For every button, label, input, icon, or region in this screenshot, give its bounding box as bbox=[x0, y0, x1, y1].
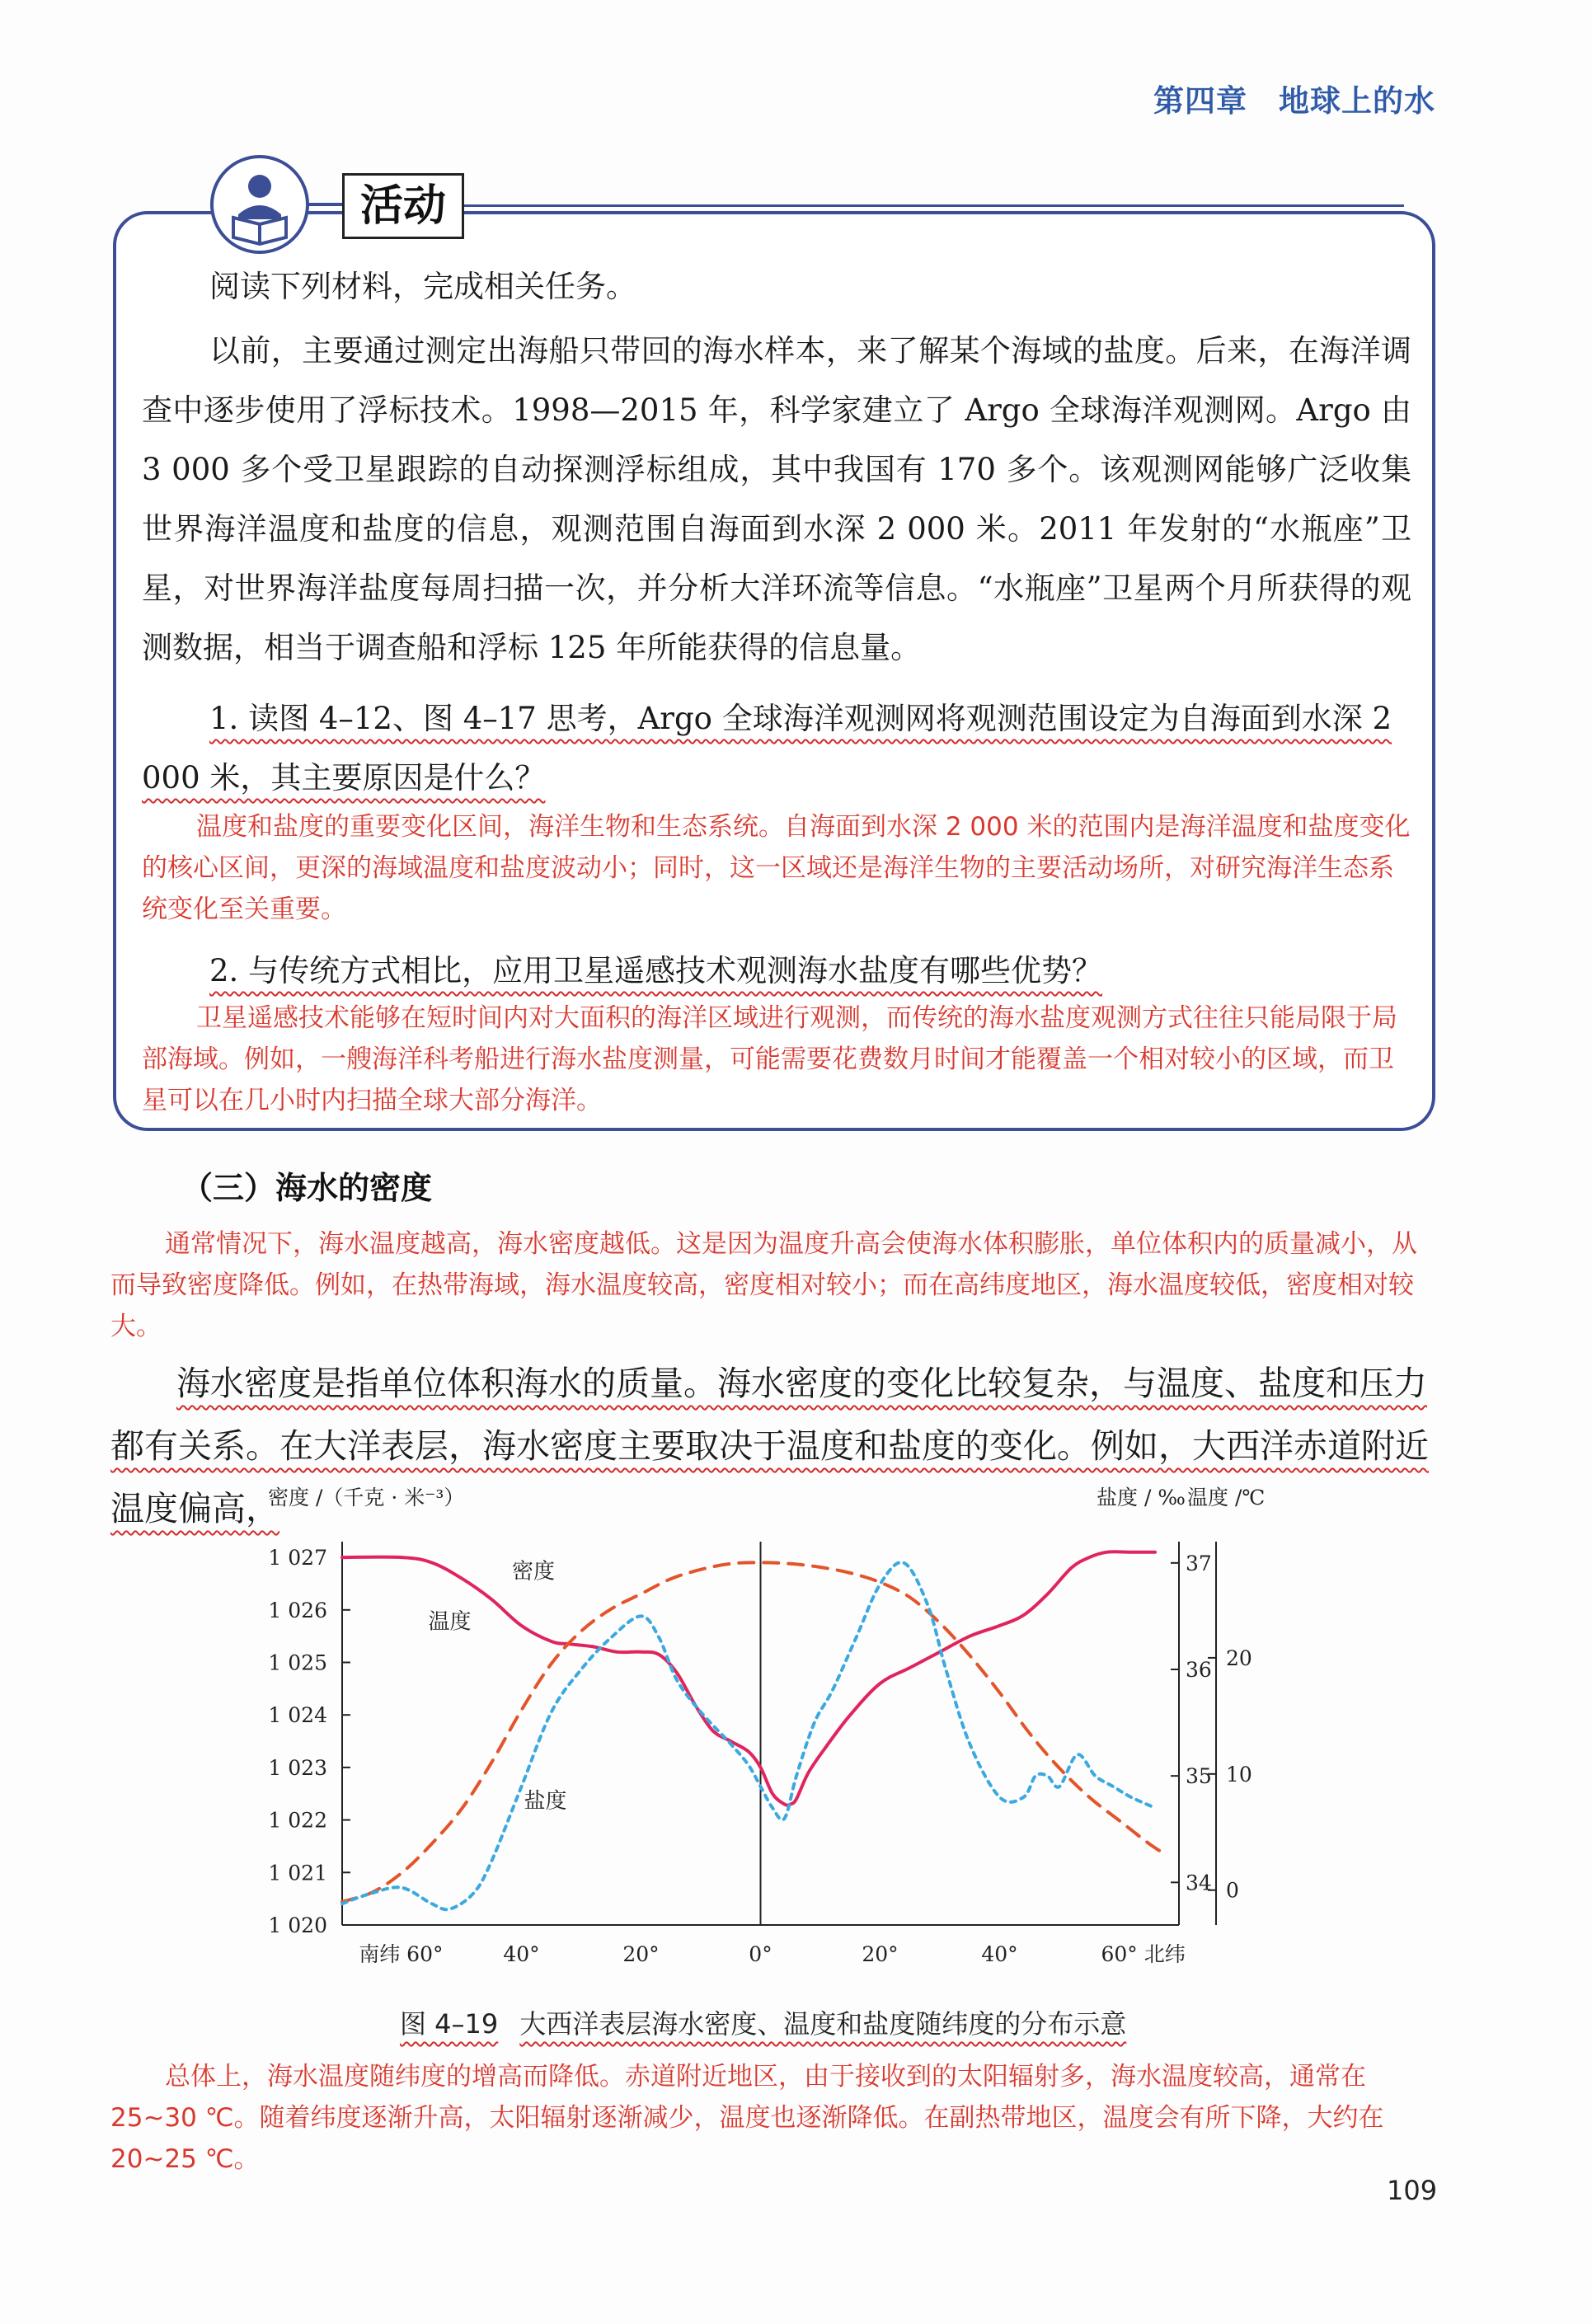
activity-paragraph: 以前，主要通过测定出海船只带回的海水样本，来了解某个海域的盐度。后来，在海洋调查中逐步使用了浮标技术。1998—2015 年，科学家建立了 Argo 全球海洋观测网。Argo 由 3 000 多个受卫星跟踪的自动探测浮标组成，其中我国有 170 多个。该观测网能够广泛收集世界海洋温度和盐度的信息，观测范围自海面到水深 2 000 米。2011 年发射的“水瓶座”卫星，对世界海洋盐度每周扫描一次，并分析大洋环流等信息。“水瓶座”卫星两个月所获得的观测数据，相当于调查船和浮标 125 年所能获得的信息量。 bbox=[142, 333, 1411, 665]
answer-2: 卫星遥感技术能够在短时间内对大面积的海洋区域进行观测，而传统的海水盐度观测方式往往只能局限于局部海域。例如，一艘海洋科考船进行海水盐度测量，可能需要花费数月时间才能覆盖一个相对较小的区域，而卫星可以在几小时内扫描全球大部分海洋。 bbox=[142, 1003, 1397, 1115]
x-tick-label: 20° bbox=[862, 1942, 899, 1966]
density-tick-label: 1 023 bbox=[268, 1755, 327, 1780]
figure-caption-text: 大西洋表层海水密度、温度和盐度随纬度的分布示意 bbox=[519, 2008, 1127, 2040]
salinity-tick-label: 34 bbox=[1186, 1871, 1212, 1895]
x-tick-label: 60° 北纬 bbox=[1101, 1942, 1186, 1966]
question-2 bbox=[142, 941, 1411, 1001]
x-tick-label: 20° bbox=[622, 1942, 660, 1966]
section-body-text: 海水密度是指单位体积海水的质量。海水密度的变化比较复杂，与温度、盐度和压力都有关系。在大洋表层，海水密度主要取决于温度和盐度的变化。例如，大西洋赤道附近温度偏高， bbox=[110, 1364, 1429, 1528]
density-tick-label: 1 025 bbox=[268, 1650, 327, 1675]
question-1-text: 1. 读图 4–12、图 4–17 思考，Argo 全球海洋观测网将观测范围设定为自海面到水深 2 000 米，其主要原因是什么？ bbox=[142, 701, 1392, 796]
chapter-number: 第四章 bbox=[1153, 83, 1247, 119]
x-tick-label: 南纬 60° bbox=[359, 1942, 444, 1966]
activity-title: 活动 bbox=[342, 173, 464, 239]
x-tick-label: 40° bbox=[503, 1942, 540, 1966]
question-1 bbox=[142, 689, 1411, 808]
series-label-盐度: 盐度 bbox=[524, 1788, 567, 1814]
salinity-tick-label: 35 bbox=[1186, 1764, 1212, 1789]
x-tick-label: 40° bbox=[981, 1942, 1018, 1966]
latitude-distribution-chart bbox=[247, 1484, 1319, 1995]
chapter-title: 地球上的水 bbox=[1279, 83, 1435, 119]
question-2-text: 2. 与传统方式相比，应用卫星遥感技术观测海水盐度有哪些优势？ bbox=[209, 953, 1103, 988]
section-note-1: 通常情况下，海水温度越高，海水密度越低。这是因为温度升高会使海水体积膨胀，单位体积内的质量减小，从而导致密度降低。例如，在热带海域，海水温度较高，密度相对较小；而在高纬度地区，海水温度较低，密度相对较大。 bbox=[110, 1229, 1417, 1341]
section-title: （三）海水的密度 bbox=[181, 1170, 433, 1206]
section-note-2: 总体上，海水温度随纬度的增高而降低。赤道附近地区，由于接收到的太阳辐射多，海水温度较高，通常在 25~30 ℃。随着纬度逐渐升高，太阳辐射逐渐减少，温度也逐渐降低。在副热带地区，温度会有所下降，大约在 20~25 ℃。 bbox=[110, 2062, 1384, 2174]
salinity-tick-label: 37 bbox=[1186, 1551, 1212, 1575]
density-axis-title: 密度 /（千克 · 米⁻³） bbox=[268, 1486, 465, 1509]
temperature-tick-label: 0 bbox=[1226, 1878, 1239, 1903]
series-label-温度: 温度 bbox=[428, 1609, 472, 1635]
chapter-header bbox=[1153, 76, 1435, 120]
activity-title-line bbox=[464, 204, 1404, 207]
activity-connector bbox=[307, 203, 343, 206]
density-tick-label: 1 021 bbox=[268, 1861, 327, 1885]
density-tick-label: 1 024 bbox=[268, 1703, 327, 1728]
reading-person-icon bbox=[210, 155, 309, 254]
density-tick-label: 1 022 bbox=[268, 1808, 327, 1833]
density-tick-label: 1 020 bbox=[268, 1913, 327, 1937]
series-label-密度: 密度 bbox=[511, 1559, 556, 1585]
temperature-axis-title: 温度 /℃ bbox=[1187, 1486, 1266, 1509]
salinity-tick-label: 36 bbox=[1186, 1658, 1212, 1682]
salinity-axis-title: 盐度 / ‰ bbox=[1097, 1486, 1186, 1509]
activity-intro: 阅读下列材料，完成相关任务。 bbox=[209, 269, 636, 304]
density-tick-label: 1 026 bbox=[268, 1598, 327, 1622]
density-tick-label: 1 027 bbox=[268, 1546, 327, 1570]
temperature-tick-label: 20 bbox=[1226, 1646, 1252, 1670]
figure-caption bbox=[400, 2003, 1126, 2041]
temperature-tick-label: 10 bbox=[1226, 1762, 1252, 1786]
answer-1: 温度和盐度的重要变化区间，海洋生物和生态系统。自海面到水深 2 000 米的范围内是海洋温度和盐度变化的核心区间，更深的海域温度和盐度波动小；同时，这一区域还是海洋生物的主要活动场所，对研究海洋生态系统变化至关重要。 bbox=[142, 812, 1411, 924]
figure-number: 图 4–19 bbox=[400, 2008, 499, 2040]
x-tick-label: 0° bbox=[749, 1942, 773, 1966]
page-number: 109 bbox=[1387, 2175, 1438, 2206]
